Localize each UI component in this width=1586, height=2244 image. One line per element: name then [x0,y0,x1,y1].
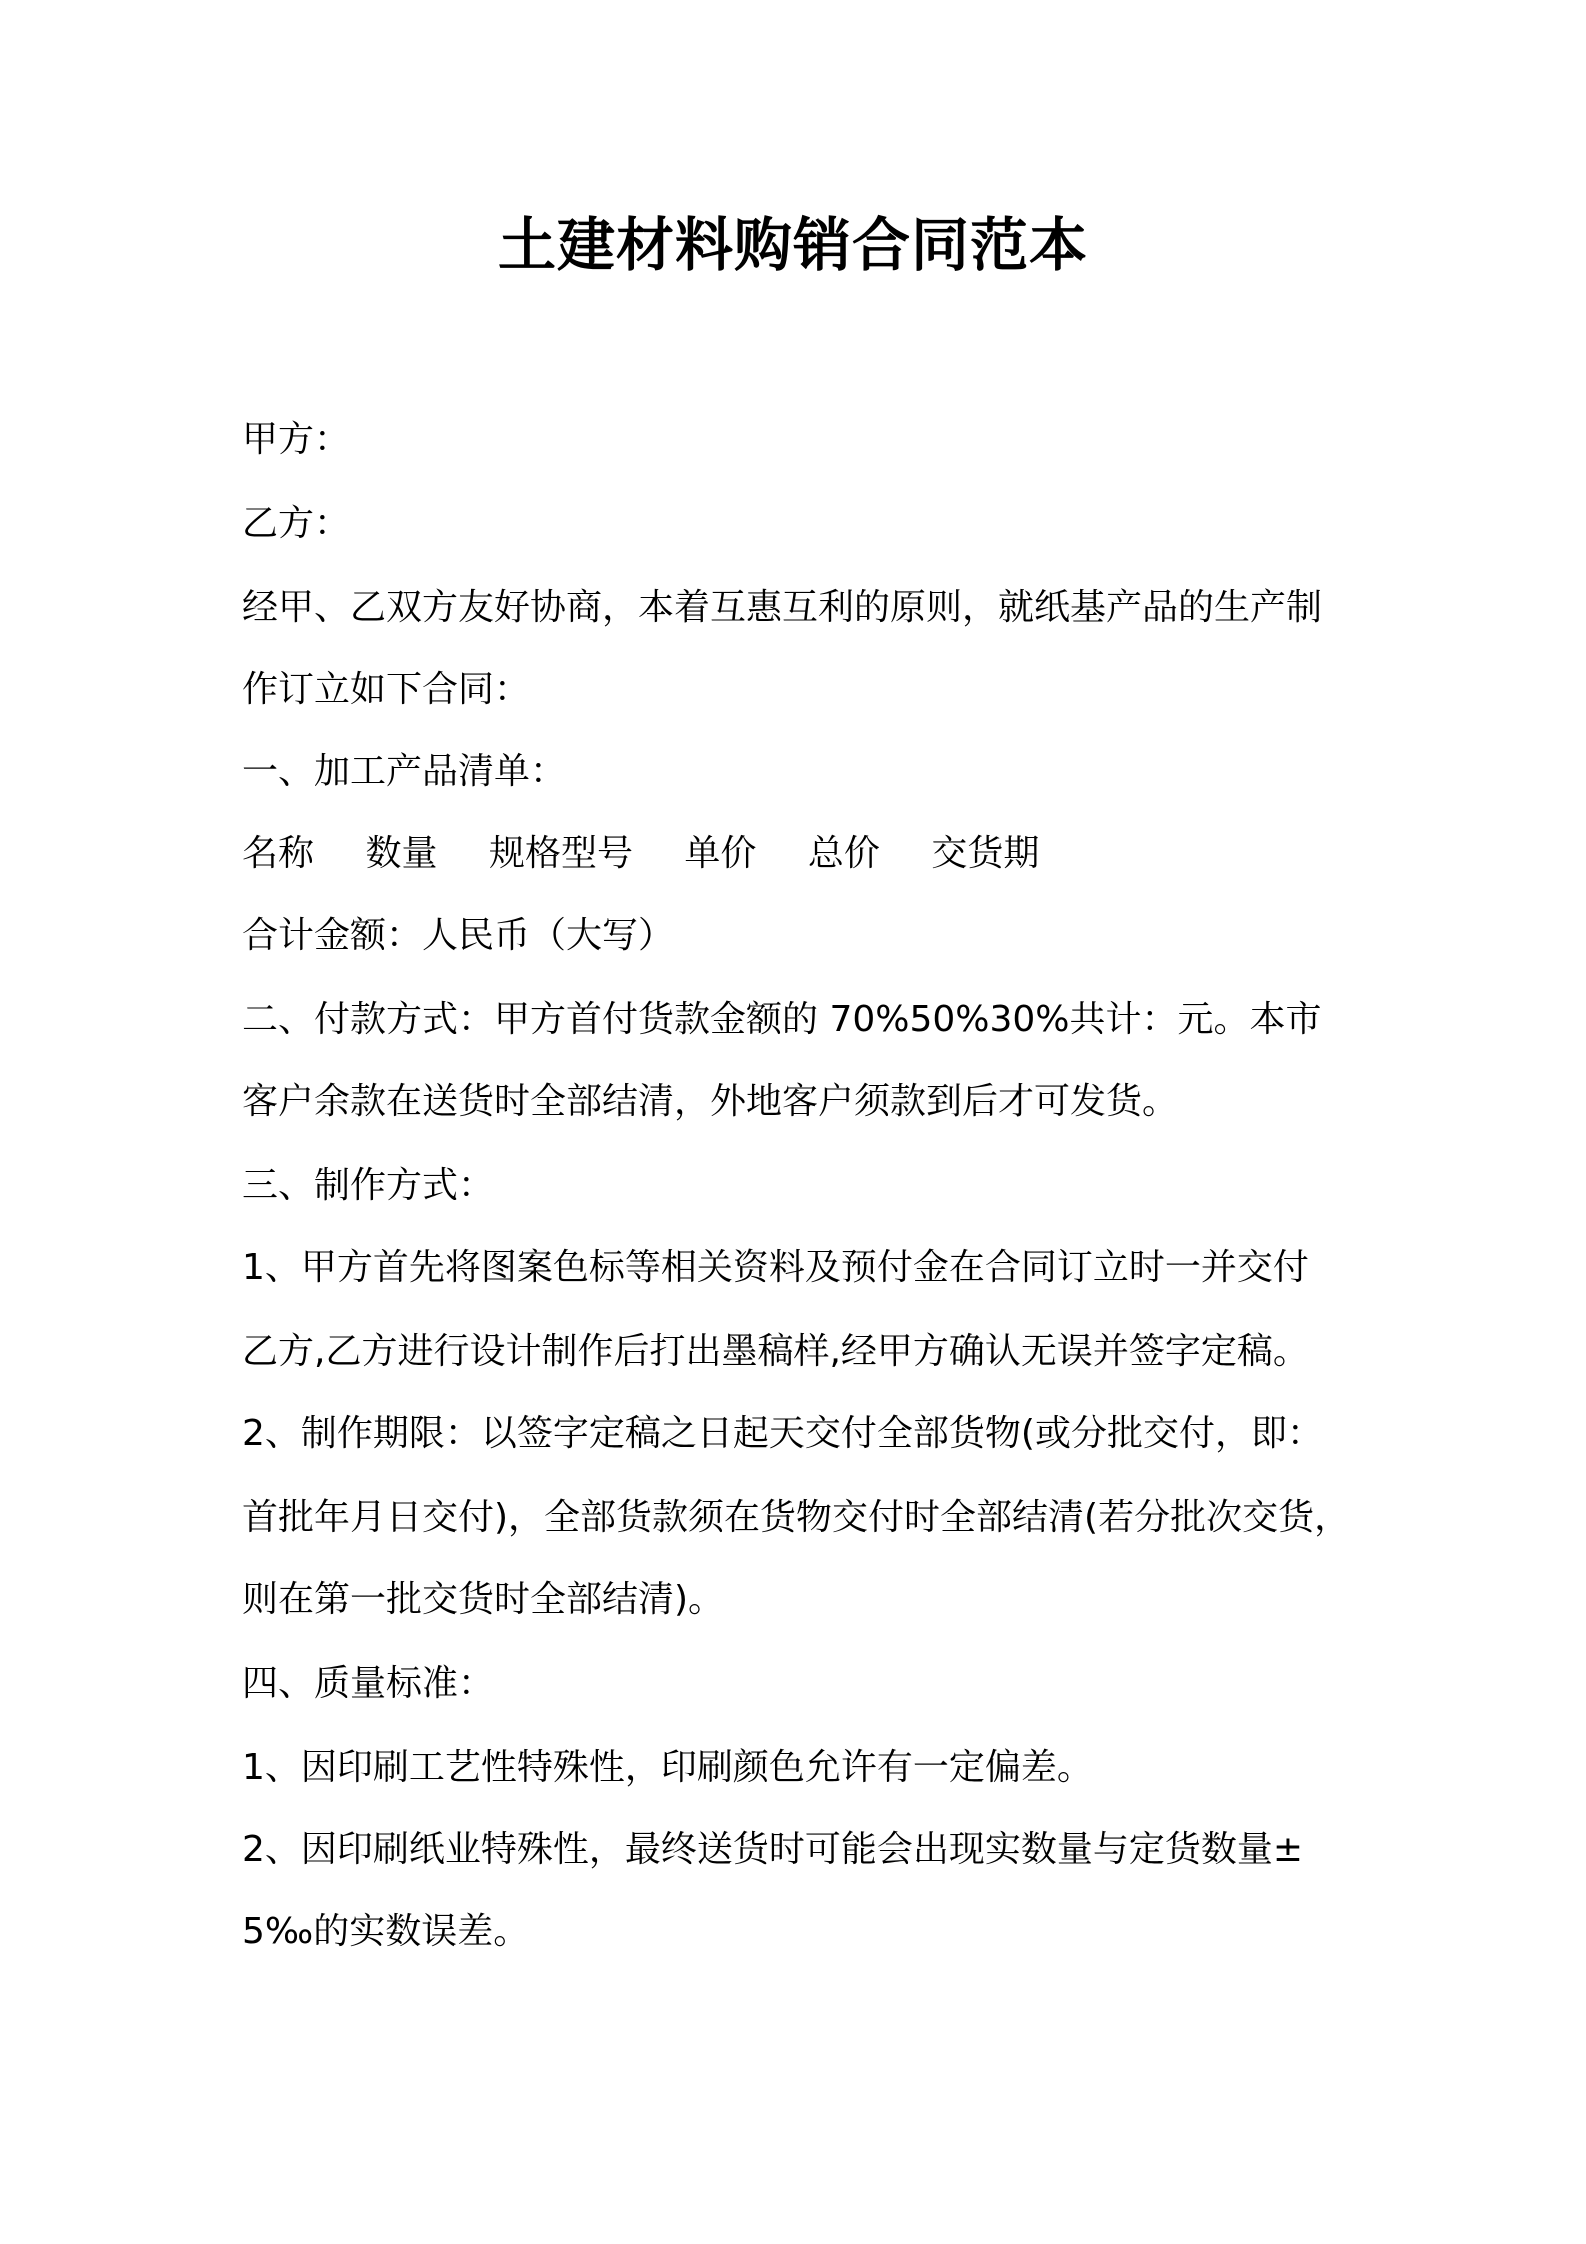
intro-paragraph-line-2: 作订立如下合同： [242,669,531,710]
party-b-label: 乙方： [242,503,351,544]
section-3-item-2-line-3: 则在第一批交货时全部结清)。 [242,1579,725,1620]
section-2-line-1: 二、付款方式：甲方首付货款金额的 70%50%30%共计：元。本市 [242,999,1322,1040]
section-4-item-2-line-1: 2、因印刷纸业特殊性，最终送货时可能会出现实数量与定货数量± [242,1829,1304,1870]
section-3-item-1-line-2: 乙方,乙方进行设计制作后打出墨稿样,经甲方确认无误并签字定稿。 [242,1331,1309,1372]
product-table-header [242,824,1079,884]
section-3-item-1-line-1: 1、甲方首先将图案色标等相关资料及预付金在合同订立时一并交付 [242,1247,1309,1288]
table-header-delivery-date: 交货期 [931,833,1040,874]
table-header-unit-price: 单价 [684,833,757,874]
section-1-heading: 一、加工产品清单： [242,751,567,792]
table-header-name: 名称 [242,833,315,874]
section-4-heading: 四、质量标准： [242,1663,495,1704]
section-3-heading: 三、制作方式： [242,1165,495,1206]
section-4-item-1: 1、因印刷工艺性特殊性，印刷颜色允许有一定偏差。 [242,1747,1093,1788]
table-header-quantity: 数量 [365,833,438,874]
party-a-label: 甲方： [242,419,351,460]
section-3-item-2-line-1: 2、制作期限：以签字定稿之日起天交付全部货物(或分批交付，即： [242,1413,1323,1454]
document-title: 土建材料购销合同范本 [497,211,1088,279]
table-header-spec: 规格型号 [488,833,633,874]
intro-paragraph-line-1: 经甲、乙双方友好协商，本着互惠互利的原则，就纸基产品的生产制 [242,587,1323,628]
section-3-item-2-line-2: 首批年月日交付)，全部货款须在货物交付时全部结清(若分批次交货， [242,1497,1351,1538]
section-2-line-2: 客户余款在送货时全部结清，外地客户须款到后才可发货。 [242,1081,1179,1122]
total-amount-line: 合计金额：人民币（大写） [242,915,675,956]
section-4-item-2-line-2: 5‰的实数误差。 [242,1911,530,1952]
table-header-total-price: 总价 [807,833,880,874]
